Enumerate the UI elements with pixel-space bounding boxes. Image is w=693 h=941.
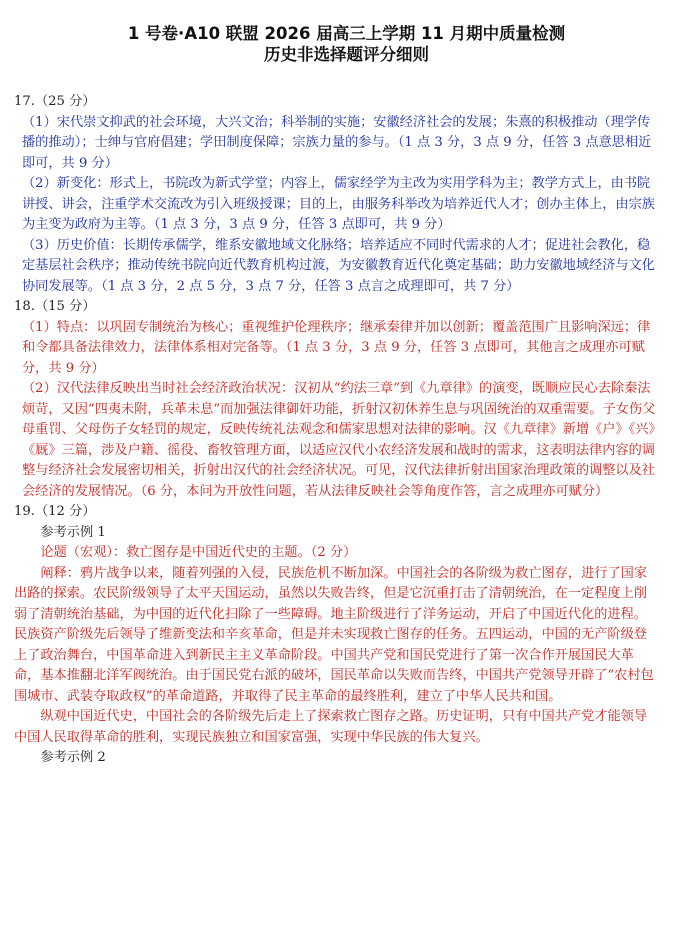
question-19-heading: 19.（12 分） bbox=[14, 504, 96, 519]
question-17-part-1: （1）宋代崇文抑武的社会环境，大兴文治；科举制的实施；安徽经济社会的发展；朱熹的积极推动（理学传播的推动）；士绅与官府倡建；学田制度保障；宗族力量的参与。（1 点 3 分，3 点 9 分，任答 3 点意思相近即可，共 9 分） bbox=[22, 114, 652, 171]
conclusion-paragraph: 纵观中国近代史，中国社会的各阶级先后走上了探索救亡图存之路。历史证明，只有中国共产党才能领导中国人民取得革命的胜利，实现民族独立和国家富强，实现中华民族的伟大复兴。 bbox=[14, 709, 648, 745]
example-2-label: 参考示例 2 bbox=[40, 750, 106, 765]
thesis-statement: 论题（宏观）：救亡图存是中国近代史的主题。（2 分） bbox=[40, 545, 357, 560]
question-18-part-2: （2）汉代法律反映出当时社会经济政治状况：汉初从“约法三章”到《九章律》的演变，既顺应民心去除秦法烦苛，又因“四夷未附，兵革未息”而加强法律御奸功能，折射汉初休养生息与巩固统治的双重需要。子女伤父母重罚、父母伤子女轻罚的规定，反映传统礼法观念和儒家思想对法律的影响。汉《九章律》新增《户》《兴》《厩》三篇，涉及户籍、徭役、畜牧管理方面，以适应汉代小农经济发展和战时的需求，这表明法律内容的调整与经济社会发展密切相关，折射出汉代的社会经济状况。可见，汉代法律折射出国家治理政策的调整以及社会经济的发展情况。（6 分，本问为开放性问题，若从法律反映社会等角度作答，言之成理亦可赋分） bbox=[22, 381, 656, 499]
explanation-paragraph: 阐释：鸦片战争以来，随着列强的入侵，民族危机不断加深。中国社会的各阶级为救亡图存，进行了国家出路的探索。农民阶级领导了太平天国运动，虽然以失败告终，但是它沉重打击了清朝统治，在一定程度上削弱了清朝统治基础，为中国的近代化扫除了一些障碍。地主阶级进行了洋务运动，开启了中国近代化的进程。民族资产阶级先后领导了维新变法和辛亥革命，但是并未实现救亡图存的任务。五四运动，中国的无产阶级登上了政治舞台，中国革命进入到新民主主义革命阶段。中国共产党和国民党进行了第一次合作开展国民大革命，基本推翻北洋军阀统治。由于国民党右派的破坏，国民革命以失败而告终，中国共产党领导开辟了“农村包围城市、武装夺取政权”的革命道路，并取得了民主革命的最终胜利，建立了中华人民共和国。 bbox=[14, 565, 654, 704]
question-18 bbox=[14, 297, 656, 502]
question-17 bbox=[14, 92, 656, 297]
question-19 bbox=[14, 502, 656, 769]
question-17-part-3: （3）历史价值：长期传承儒学，维系安徽地域文化脉络；培养适应不同时代需求的人才；促进社会教化，稳定基层社会秩序；推动传统书院向近代教育机构过渡，为安徽教育近代化奠定基础；助力安徽地域经济与文化协同发展等。（1 点 3 分，2 点 5 分，3 点 7 分，任答 3 点言之成理即可，共 7 分） bbox=[22, 237, 655, 294]
example-1-label: 参考示例 1 bbox=[40, 524, 106, 540]
question-17-heading: 17.（25 分） bbox=[14, 94, 96, 109]
question-17-part-2: （2）新变化：形式上，书院改为新式学堂；内容上，儒家经学为主改为实用学科为主；教学方式上，由书院讲授、讲会，注重学术交流改为引入班级授课；目的上，由服务科举改为培养近代人才；创办主体上，由宗族为主变为政府为主等。（1 点 3 分，3 点 9 分，任答 3 点即可，共 9 分） bbox=[22, 176, 655, 232]
question-18-part-1: （1）特点：以巩固专制统治为核心；重视维护伦理秩序；继承秦律并加以创新；覆盖范围广且影响深远；律和令都具备法律效力，法律体系相对完备等。（1 点 3 分，3 点 9 分，任答 3 点即可，其他言之成理亦可赋分，共 9 分） bbox=[22, 319, 651, 376]
document-subtitle: 历史非选择题评分细则 bbox=[264, 45, 429, 64]
document-title: 1 号卷·A10 联盟 2026 届高三上学期 11 月期中质量检测 bbox=[127, 24, 566, 43]
question-18-heading: 18.（15 分） bbox=[14, 299, 96, 314]
document-body bbox=[14, 92, 656, 769]
